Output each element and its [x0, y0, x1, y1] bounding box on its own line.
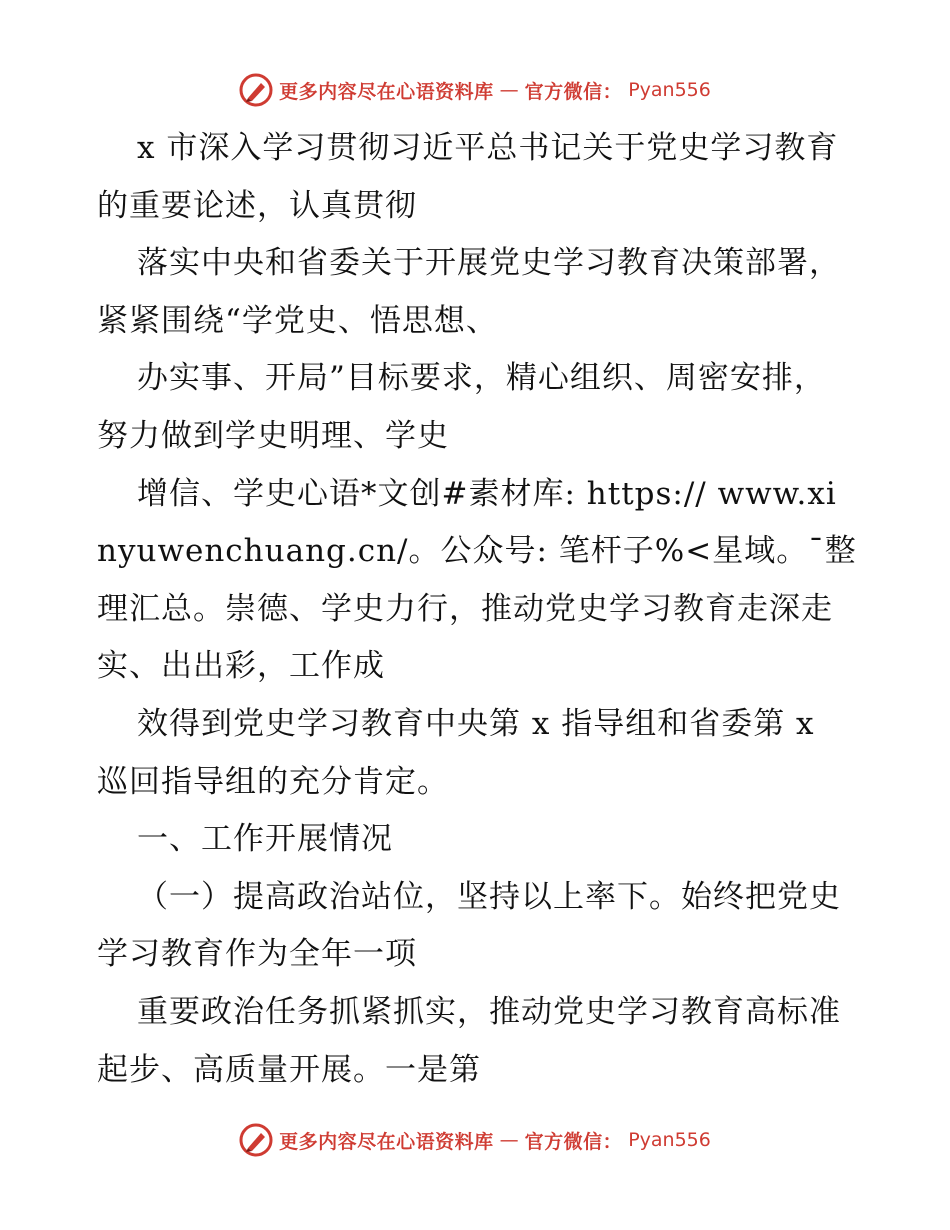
paragraph-7: 重要政治任务抓紧抓实，推动党史学习教育高标准起步、高质量开展。一是第	[97, 993, 841, 1088]
section-heading: 一、工作开展情况	[137, 821, 393, 858]
watermark-dash: —	[499, 1129, 519, 1151]
watermark-dash: —	[499, 79, 519, 101]
paragraph-2: 落实中央和省委关于开展党史学习教育决策部署，紧紧围绕“学党史、悟思想、	[97, 245, 841, 339]
footer-watermark	[0, 1120, 950, 1160]
header-watermark	[0, 70, 950, 110]
pen-logo-icon	[239, 1123, 273, 1157]
paragraph-3: 办实事、开局”目标要求，精心组织、周密安排，努力做到学史明理、学史	[97, 360, 826, 454]
watermark-text: 更多内容尽在心语资料库	[279, 1130, 494, 1153]
paragraph-5: 效得到党史学习教育中央第 x 指导组和省委第 x 巡回指导组的充分肯定。	[97, 705, 815, 800]
paragraph-6: （一）提高政治站位，坚持以上率下。始终把党史学习教育作为全年一项	[97, 878, 841, 973]
watermark-text: 更多内容尽在心语资料库	[279, 80, 494, 103]
watermark-official: 官方微信：	[524, 80, 623, 103]
document-body	[97, 120, 857, 1099]
paragraph-4: 增信、学史心语*文创#素材库: https:// www.xinyuwenchuang.cn/。公众号: 笔杆子%<星域。¯整理汇总。崇德、学史力行，推动党史学习教育走深走实、出出彩，工作成	[97, 475, 857, 685]
paragraph-1: x 市深入学习贯彻习近平总书记关于党史学习教育的重要论述，认真贯彻	[97, 130, 839, 224]
watermark-handle: Pyan556	[628, 79, 711, 101]
watermark-official: 官方微信：	[524, 1130, 623, 1153]
watermark-handle: Pyan556	[628, 1129, 711, 1151]
pen-logo-icon	[239, 73, 273, 107]
